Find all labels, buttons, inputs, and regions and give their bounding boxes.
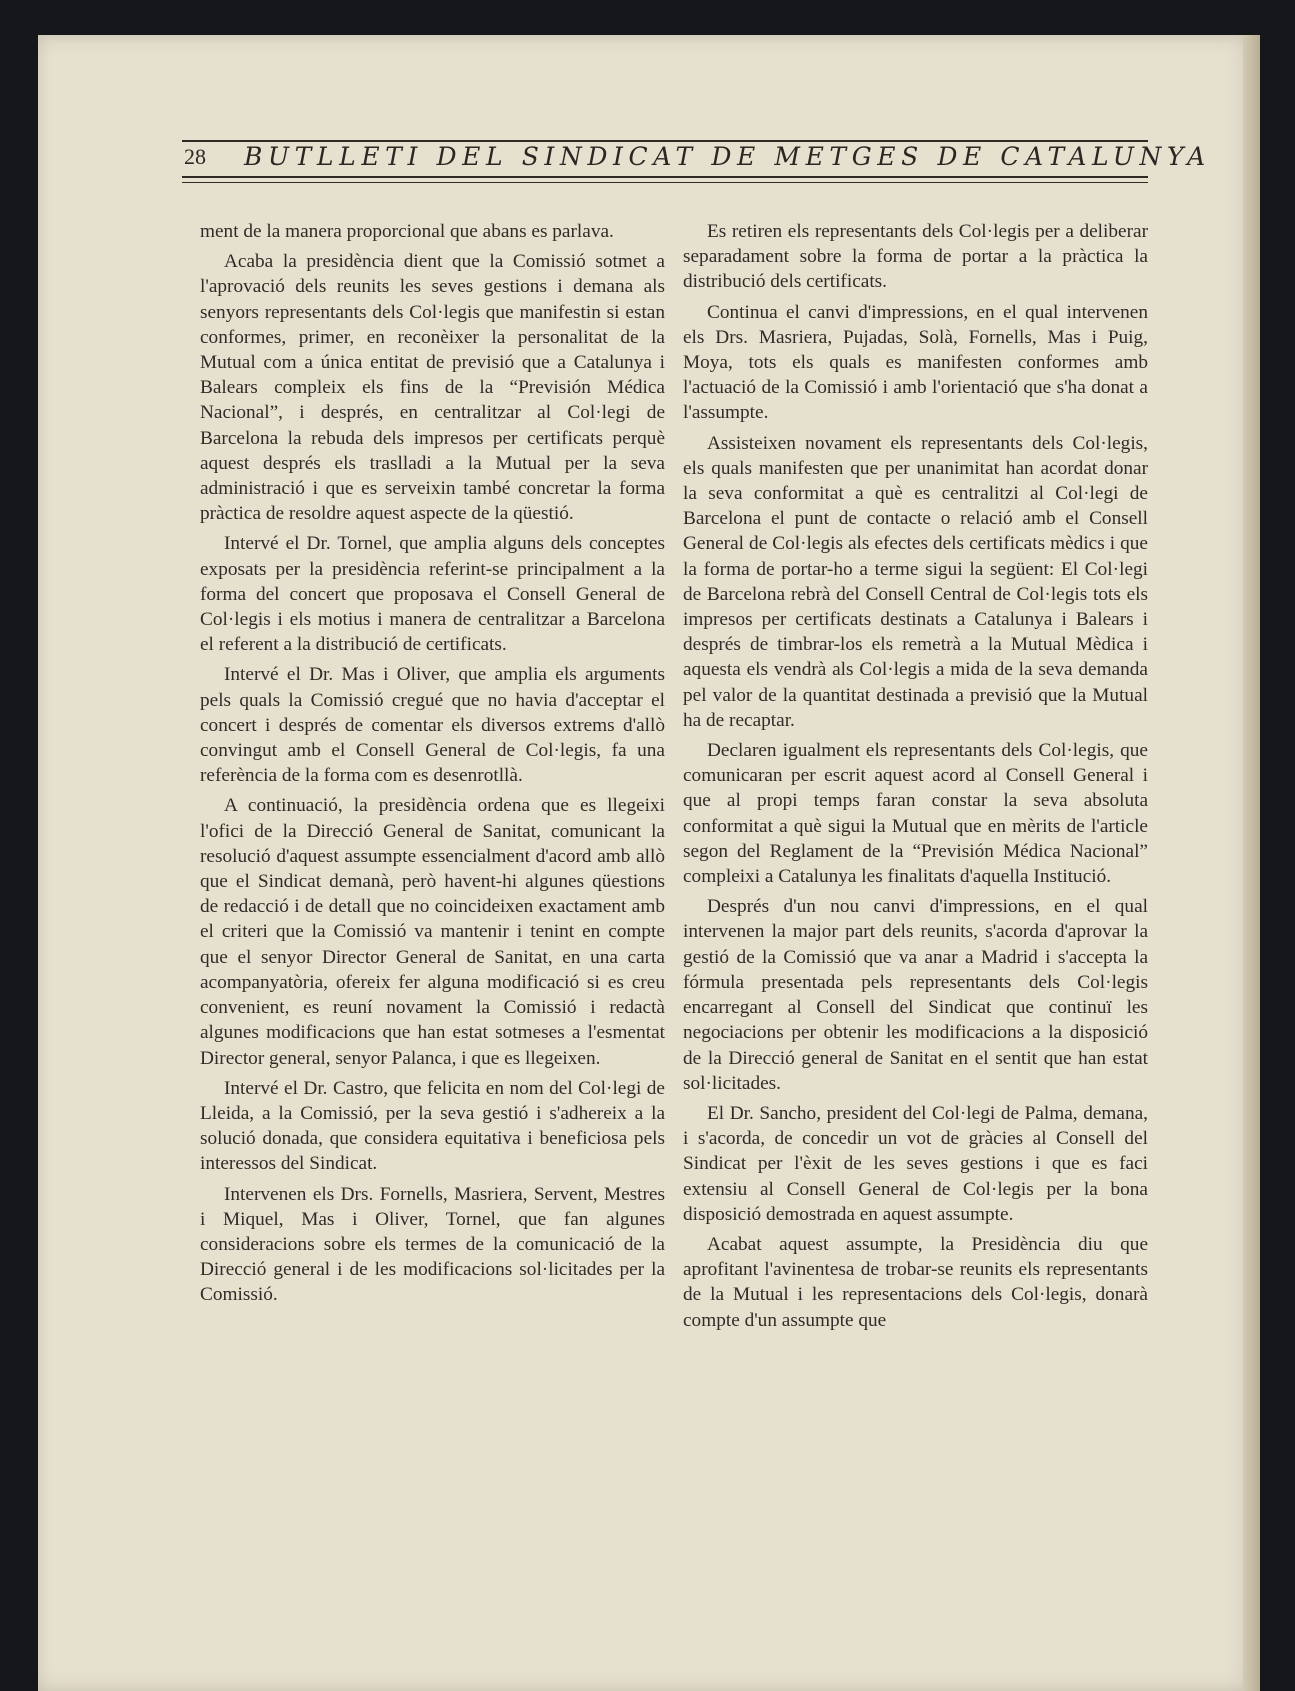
paragraph: Declaren igualment els representants dels Col·legis, que comunicaran per escrit aquest acord al Consell General i que al propi temps faran constar la seva absoluta conformitat a què sigui la Mutual que en mèrits de l'article segon del Reglament de la “Previsión Médica Nacional” compleixi a Catalunya les finalitats d'aquella Institució. — [683, 740, 1148, 888]
paragraph: ment de la manera proporcional que abans es parlava. — [200, 221, 614, 242]
paragraph: Acaba la presidència dient que la Comissió sotmet a l'aprovació dels reunits les seves gestions i demana als senyors representants dels Col·legis que manifestin si estan conformes, primer, en reconèixer la personalitat de la Mutual com a única entitat de previsió que a Catalunya i Balears compleix els fins de la “Previsión Médica Nacional”, i després, en centralitzar al Col·legi de Barcelona la rebuda dels impresos per certificats perquè aquest després els traslladi a la Mutual per la seva administració i que es serveixin també concretar la forma pràctica de resoldre aquest aspecte de la qüestió. — [200, 251, 665, 525]
running-title: BUTLLETI DEL SINDICAT DE METGES DE CATALUNYA — [244, 142, 1211, 171]
paragraph: Després d'un nou canvi d'impressions, en el qual intervenen la major part dels reunits, s'acorda d'aprovar la gestió de la Comissió que va anar a Madrid i s'accepta la fórmula presentada pels representants dels Col·legis encarregant al Consell del Sindicat que continuï les negociacions per obtenir les modificacions a la disposició de la Direcció general de Sanitat en el sentit que han estat sol·licitades. — [683, 896, 1148, 1094]
paragraph: Es retiren els representants dels Col·legis per a deliberar separadament sobre la forma de portar a la pràctica la distribució dels certificats. — [683, 221, 1148, 293]
running-header — [182, 140, 1211, 192]
paragraph: Continua el canvi d'impressions, en el qual intervenen els Drs. Masriera, Pujadas, Solà, Fornells, Mas i Puig, Moya, tots els quals es manifesten conformes amb l'actuació de la Comissió i amb l'orientació que s'ha donat a l'assumpte. — [683, 301, 1148, 424]
paragraph: Acabat aquest assumpte, la Presidència diu que aprofitant l'avinentesa de trobar-se reunits els representants de la Mutual i les representacions dels Col·legis, donarà compte d'un assumpte que — [683, 1233, 1148, 1331]
page-edge — [1243, 35, 1260, 1691]
right-column — [683, 219, 1148, 1338]
header-rule-bottom — [182, 176, 1148, 178]
paragraph: Intervé el Dr. Tornel, que amplia alguns dels conceptes exposats per la presidència referint-se principalment a la forma del concert que proposava el Consell General de Col·legis i els motius i manera de centralitzar a Barcelona el referent a la distribució de certificats. — [200, 533, 665, 656]
left-column — [200, 219, 665, 1313]
paragraph: El Dr. Sancho, president del Col·legi de Palma, demana, i s'acorda, de concedir un vot de gràcies al Consell del Sindicat per l'èxit de les seves gestions i que es faci extensiu al Consell General de Col·legis per la bona disposició demostrada en aquest assumpte. — [683, 1102, 1148, 1225]
page-number: 28 — [184, 144, 206, 169]
paragraph: Intervé el Dr. Castro, que felicita en nom del Col·legi de Lleida, a la Comissió, per la seva gestió i s'adhereix a la solució donada, que considera equitativa i beneficiosa pels interessos del Sindicat. — [200, 1077, 665, 1175]
paragraph: A continuació, la presidència ordena que es llegeixi l'ofici de la Direcció General de Sanitat, comunicant la resolució d'aquest assumpte essencialment d'acord amb allò que el Sindicat demanà, però havent-hi algunes qüestions de redacció i de detall que no coincideixen exactament amb el criteri que la Comissió va mantenir i tenint en compte que el senyor Director General de Sanitat, en una carta acompanyatòria, ofereix fer alguna modificació si es creu convenient, es reuní novament la Comissió i redactà algunes modificacions que han estat sotmeses a l'esmentat Director general, senyor Palanca, i que es llegeixen. — [200, 795, 665, 1069]
paragraph: Intervenen els Drs. Fornells, Masriera, Servent, Mestres i Miquel, Mas i Oliver, Tornel, que fan algunes consideracions sobre els termes de la comunicació de la Direcció general i de les modificacions sol·licitades per la Comissió. — [200, 1183, 665, 1306]
header-rule-bottom-thin — [182, 182, 1148, 183]
paragraph: Intervé el Dr. Mas i Oliver, que amplia els arguments pels quals la Comissió cregué que no havia d'acceptar el concert i després de comentar els diversos extrems d'allò convingut amb el Consell General de Col·legis, fa una referència de la forma com es desenrotllà. — [200, 664, 665, 787]
paragraph: Assisteixen novament els representants dels Col·legis, els quals manifesten que per unanimitat han acordat donar la seva conformitat a què es centralitzi al Col·legi de Barcelona el punt de contacte o relació amb el Consell General de Col·legis als efectes dels certificats mèdics i que la forma de portar-ho a terme sigui la següent: El Col·legi de Barcelona rebrà del Consell Central de Col·legis tots els impresos per certificats destinats a Catalunya i Balears i després de timbrar-los els remetrà a la Mutual Mèdica i aquesta els vendrà als Col·legis a mida de la seva demanda pel valor de la quantitat destinada a previsió que la Mutual ha de recaptar. — [683, 432, 1148, 731]
